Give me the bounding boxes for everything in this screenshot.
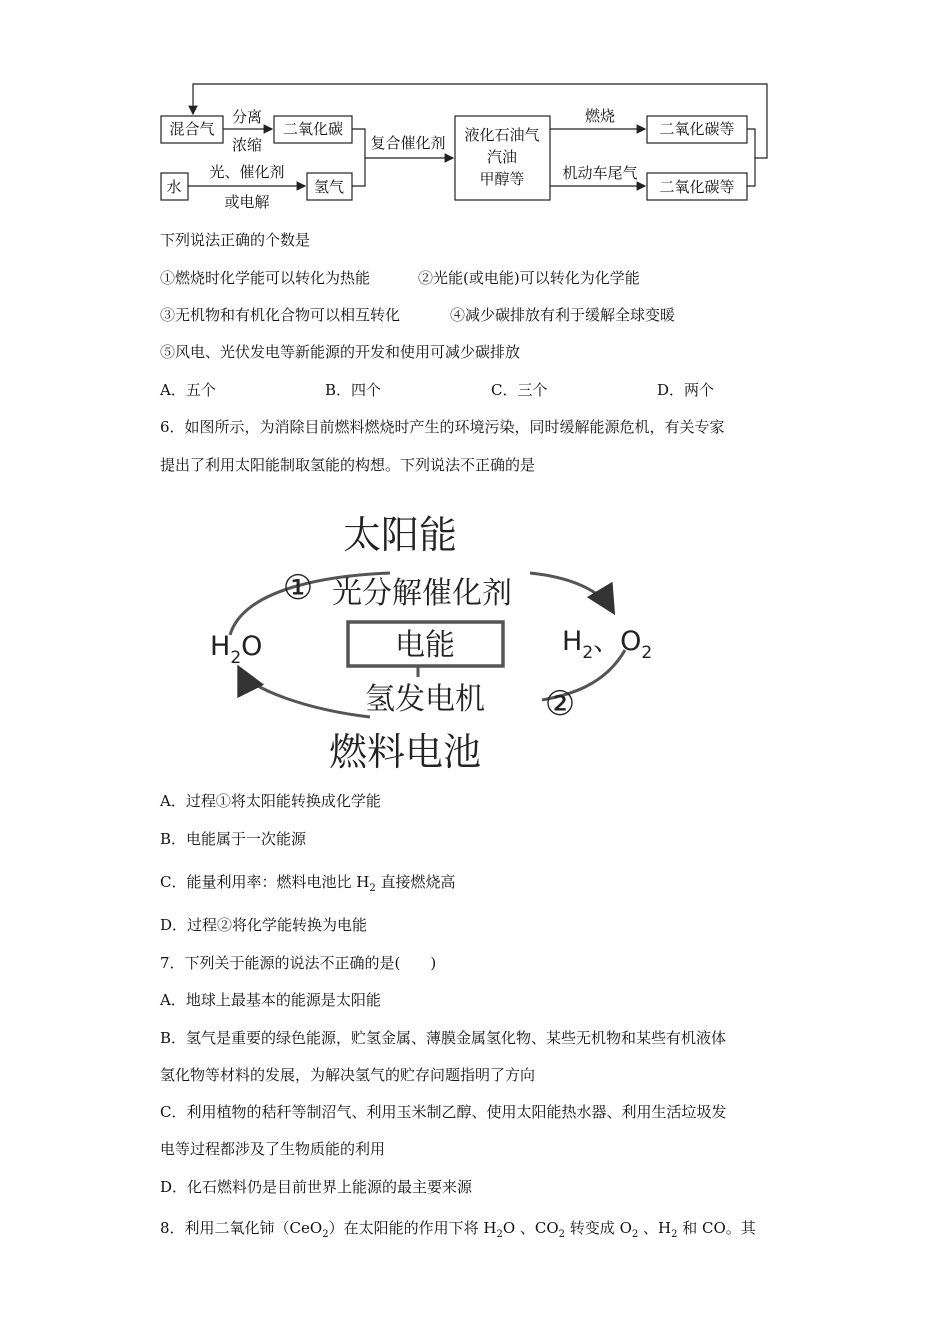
label-step-1: ① xyxy=(282,568,314,608)
label-hydrogen: 氢气 xyxy=(313,178,345,196)
label-h2o: $H_2O$ xyxy=(210,631,263,668)
q5-option-c[interactable]: C．三个 xyxy=(491,381,548,399)
label-products-3: 甲醇等 xyxy=(479,170,525,188)
q6-option-c[interactable]: C．能量利用率：燃料电池比 $H_2$ 直接燃烧高 xyxy=(160,873,456,894)
label-water: 水 xyxy=(166,178,182,196)
label-co2-out2: 二氧化碳等 xyxy=(659,178,735,196)
q5-statement-5: ⑤风电、光伏发电等新能源的开发和使用可减少碳排放 xyxy=(160,343,521,361)
label-solar-energy: 太阳能 xyxy=(342,513,458,557)
q5-option-a[interactable]: A．五个 xyxy=(160,381,216,399)
q5-statement-3: ③无机物和有机化合物可以相互转化 xyxy=(160,306,401,324)
label-hydrogen-generator: 氢发电机 xyxy=(365,682,485,717)
q8-stem: 8．利用二氧化铈（CeO$_2$）在太阳能的作用下将 $H_2O$ 、$CO_2$ 转变成 $O_2$ 、$H_2$ 和 CO。其 xyxy=(160,1219,756,1240)
q6-option-d[interactable]: D．过程②将化学能转换为电能 xyxy=(160,916,368,934)
q5-option-b[interactable]: B．四个 xyxy=(325,381,382,399)
q5-statement-2: ②光能(或电能)可以转化为化学能 xyxy=(418,269,640,287)
q6-option-b[interactable]: B．电能属于一次能源 xyxy=(160,830,307,848)
label-concentrate: 浓缩 xyxy=(231,136,263,154)
label-products-1: 液化石油气 xyxy=(464,126,540,144)
label-products-2: 汽油 xyxy=(486,148,518,166)
q5-statement-1: ①燃烧时化学能可以转化为热能 xyxy=(160,269,371,287)
label-light-catalyst: 光、催化剂 xyxy=(209,163,285,181)
label-co2-top: 二氧化碳 xyxy=(282,120,344,138)
q7-stem: 7．下列关于能源的说法不正确的是( ) xyxy=(160,954,437,972)
label-h2-o2: $H_2$、$O_2$ xyxy=(562,626,653,663)
q5-option-d[interactable]: D．两个 xyxy=(657,381,715,399)
q5-statement-4: ④减少碳排放有利于缓解全球变暖 xyxy=(450,306,676,324)
q6-option-a[interactable]: A．过程①将太阳能转换成化学能 xyxy=(160,792,381,810)
q7-option-b-line2: 氢化物等材料的发展，为解决氢气的贮存问题指明了方向 xyxy=(160,1066,536,1084)
q7-option-c-line2: 电等过程都涉及了生物质能的利用 xyxy=(160,1140,386,1158)
label-exhaust: 机动车尾气 xyxy=(562,164,638,182)
label-step-2: ② xyxy=(544,684,576,724)
label-photolysis-catalyst: 光分解催化剂 xyxy=(332,576,512,611)
label-mixed-gas: 混合气 xyxy=(169,120,215,138)
label-composite-catalyst: 复合催化剂 xyxy=(370,134,446,152)
label-combustion: 燃烧 xyxy=(584,107,616,125)
q5-stem: 下列说法正确的个数是 xyxy=(160,231,311,249)
q7-option-a[interactable]: A．地球上最基本的能源是太阳能 xyxy=(160,991,381,1009)
solar-hydrogen-cycle-diagram xyxy=(200,505,680,780)
q6-stem-line2: 提出了利用太阳能制取氢能的构想。下列说法不正确的是 xyxy=(160,456,536,474)
label-separate: 分离 xyxy=(231,108,263,126)
label-co2-out1: 二氧化碳等 xyxy=(659,120,735,138)
q6-stem-line1: 6．如图所示，为消除目前燃料燃烧时产生的环境污染，同时缓解能源危机，有关专家 xyxy=(160,418,725,436)
label-or-electrolysis: 或电解 xyxy=(224,193,270,211)
label-electric-energy: 电能 xyxy=(395,628,455,663)
q7-option-d[interactable]: D．化石燃料仍是目前世界上能源的最主要来源 xyxy=(160,1178,473,1196)
q7-option-c-line1[interactable]: C．利用植物的秸秆等制沼气、利用玉米制乙醇、使用太阳能热水器、利用生活垃圾发 xyxy=(160,1103,727,1121)
carbon-cycle-flowchart xyxy=(150,76,780,216)
label-fuel-cell: 燃料电池 xyxy=(328,730,482,774)
q7-option-b-line1[interactable]: B．氢气是重要的绿色能源，贮氢金属、薄膜金属氢化物、某些无机物和某些有机液体 xyxy=(160,1029,727,1047)
